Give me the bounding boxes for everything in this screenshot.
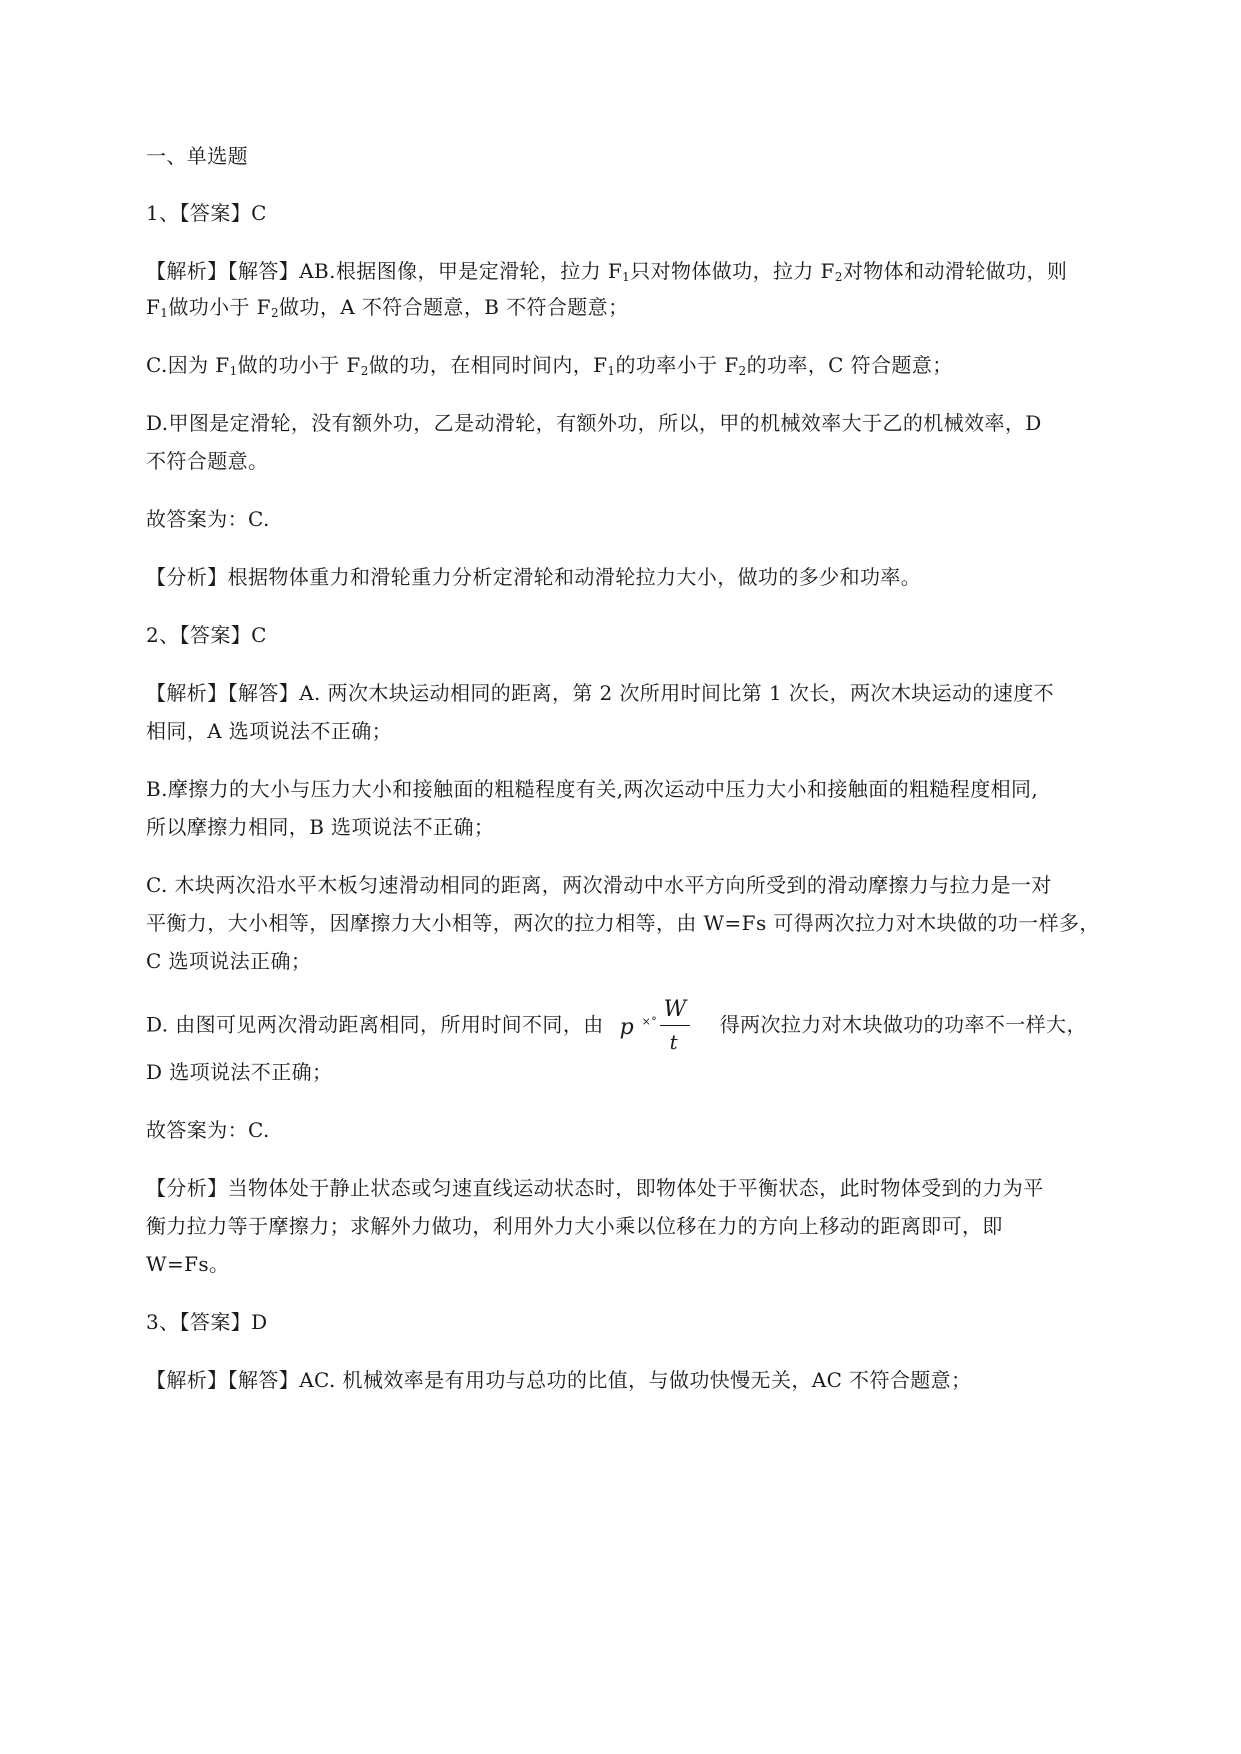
text-fragment: 【解析】【解答】AB.根据图像，甲是定滑轮，拉力 F: [146, 259, 623, 283]
q3-answer-line: 3、【答案】D: [146, 1310, 268, 1334]
fraction-bar: [660, 1025, 690, 1026]
q1-analysis-line-1: [146, 257, 1067, 285]
formula-denominator: t: [669, 1030, 679, 1054]
text-fragment: 做的功，在相同时间内，F: [368, 353, 608, 377]
q2-option-b-line-2: 所以摩擦力相同，B 选项说法不正确；: [146, 815, 495, 839]
q2-option-c-line-2: 平衡力，大小相等，因摩擦力大小相等，两次的拉力相等，由 W=Fs 可得两次拉力对木块做的功一样多，: [146, 911, 1100, 935]
q2-option-c-line-3: C 选项说法正确；: [146, 949, 312, 973]
formula-numerator: W: [663, 997, 687, 1022]
text-fragment: 对物体和动滑轮做功，则: [842, 259, 1068, 283]
q2-fenxi-line-1: 【分析】当物体处于静止状态或匀速直线运动状态时，即物体处于平衡状态，此时物体受到的力为平: [146, 1176, 1044, 1200]
text-fragment: 的功率，C 符合题意；: [746, 353, 953, 377]
text-fragment: 做功小于 F: [168, 295, 271, 319]
section-title: 一、单选题: [146, 144, 248, 168]
text-fragment: 得两次拉力对木块做功的功率不一样大，: [719, 1012, 1087, 1037]
q1-option-c: [146, 351, 953, 379]
q2-option-d-line-1: [146, 997, 1087, 1054]
q2-conclusion: 故答案为：C.: [146, 1118, 270, 1142]
q3-option-ac: 【解析】【解答】AC. 机械效率是有用功与总功的比值，与做功快慢无关，AC 不符合题意；: [146, 1368, 972, 1392]
subscript: 2: [360, 364, 369, 378]
q1-option-d-line-1: D.甲图是定滑轮，没有额外功，乙是动滑轮，有额外功，所以，甲的机械效率大于乙的机械效率，D: [146, 411, 1042, 435]
q1-answer-line: 1、【答案】C: [146, 201, 267, 225]
q1-analysis-line-2: [146, 293, 628, 321]
q2-option-a-line-2: 相同，A 选项说法不正确；: [146, 719, 393, 743]
text-fragment: 做功，A 不符合题意，B 不符合题意；: [279, 295, 629, 319]
text-fragment: D. 由图可见两次滑动距离相同，所用时间不同，由: [146, 1012, 604, 1037]
subscript: 1: [622, 270, 631, 284]
q2-option-b-line-1: B.摩擦力的大小与压力大小和接触面的粗糙程度有关,两次运动中压力大小和接触面的粗糙程度相同,: [146, 777, 1039, 801]
q1-fenxi: 【分析】根据物体重力和滑轮重力分析定滑轮和动滑轮拉力大小，做功的多少和功率。: [146, 565, 922, 589]
subscript: 2: [834, 270, 843, 284]
power-formula: [612, 997, 712, 1054]
text-fragment: 做的功小于 F: [237, 353, 361, 377]
subscript: 1: [607, 364, 616, 378]
q2-option-a-line-1: 【解析】【解答】A. 两次木块运动相同的距离，第 2 次所用时间比第 1 次长，两次木块运动的速度不: [146, 681, 1055, 705]
text-fragment: F: [146, 295, 161, 319]
subscript: 2: [270, 306, 280, 320]
q2-option-d-line-2: D 选项说法不正确；: [146, 1060, 333, 1084]
formula-garbled-equals: ×°: [641, 1015, 658, 1028]
subscript: 1: [160, 306, 169, 320]
subscript: 2: [738, 364, 747, 378]
subscript: 1: [229, 364, 238, 378]
q1-conclusion: 故答案为：C.: [146, 507, 270, 531]
q1-option-d-line-2: 不符合题意。: [146, 449, 269, 473]
text-fragment: 只对物体做功，拉力 F: [630, 259, 835, 283]
q2-fenxi-line-2: 衡力拉力等于摩擦力；求解外力做功，利用外力大小乘以位移在力的方向上移动的距离即可，即: [146, 1214, 1003, 1238]
q2-option-c-line-1: C. 木块两次沿水平木板匀速滑动相同的距离，两次滑动中水平方向所受到的滑动摩擦力与拉力是一对: [146, 873, 1052, 897]
text-fragment: C.因为 F: [146, 353, 230, 377]
q2-fenxi-line-3: W=Fs。: [146, 1252, 230, 1276]
formula-p: p: [619, 1015, 635, 1040]
text-fragment: 的功率小于 F: [615, 353, 739, 377]
q2-answer-line: 2、【答案】C: [146, 623, 267, 647]
